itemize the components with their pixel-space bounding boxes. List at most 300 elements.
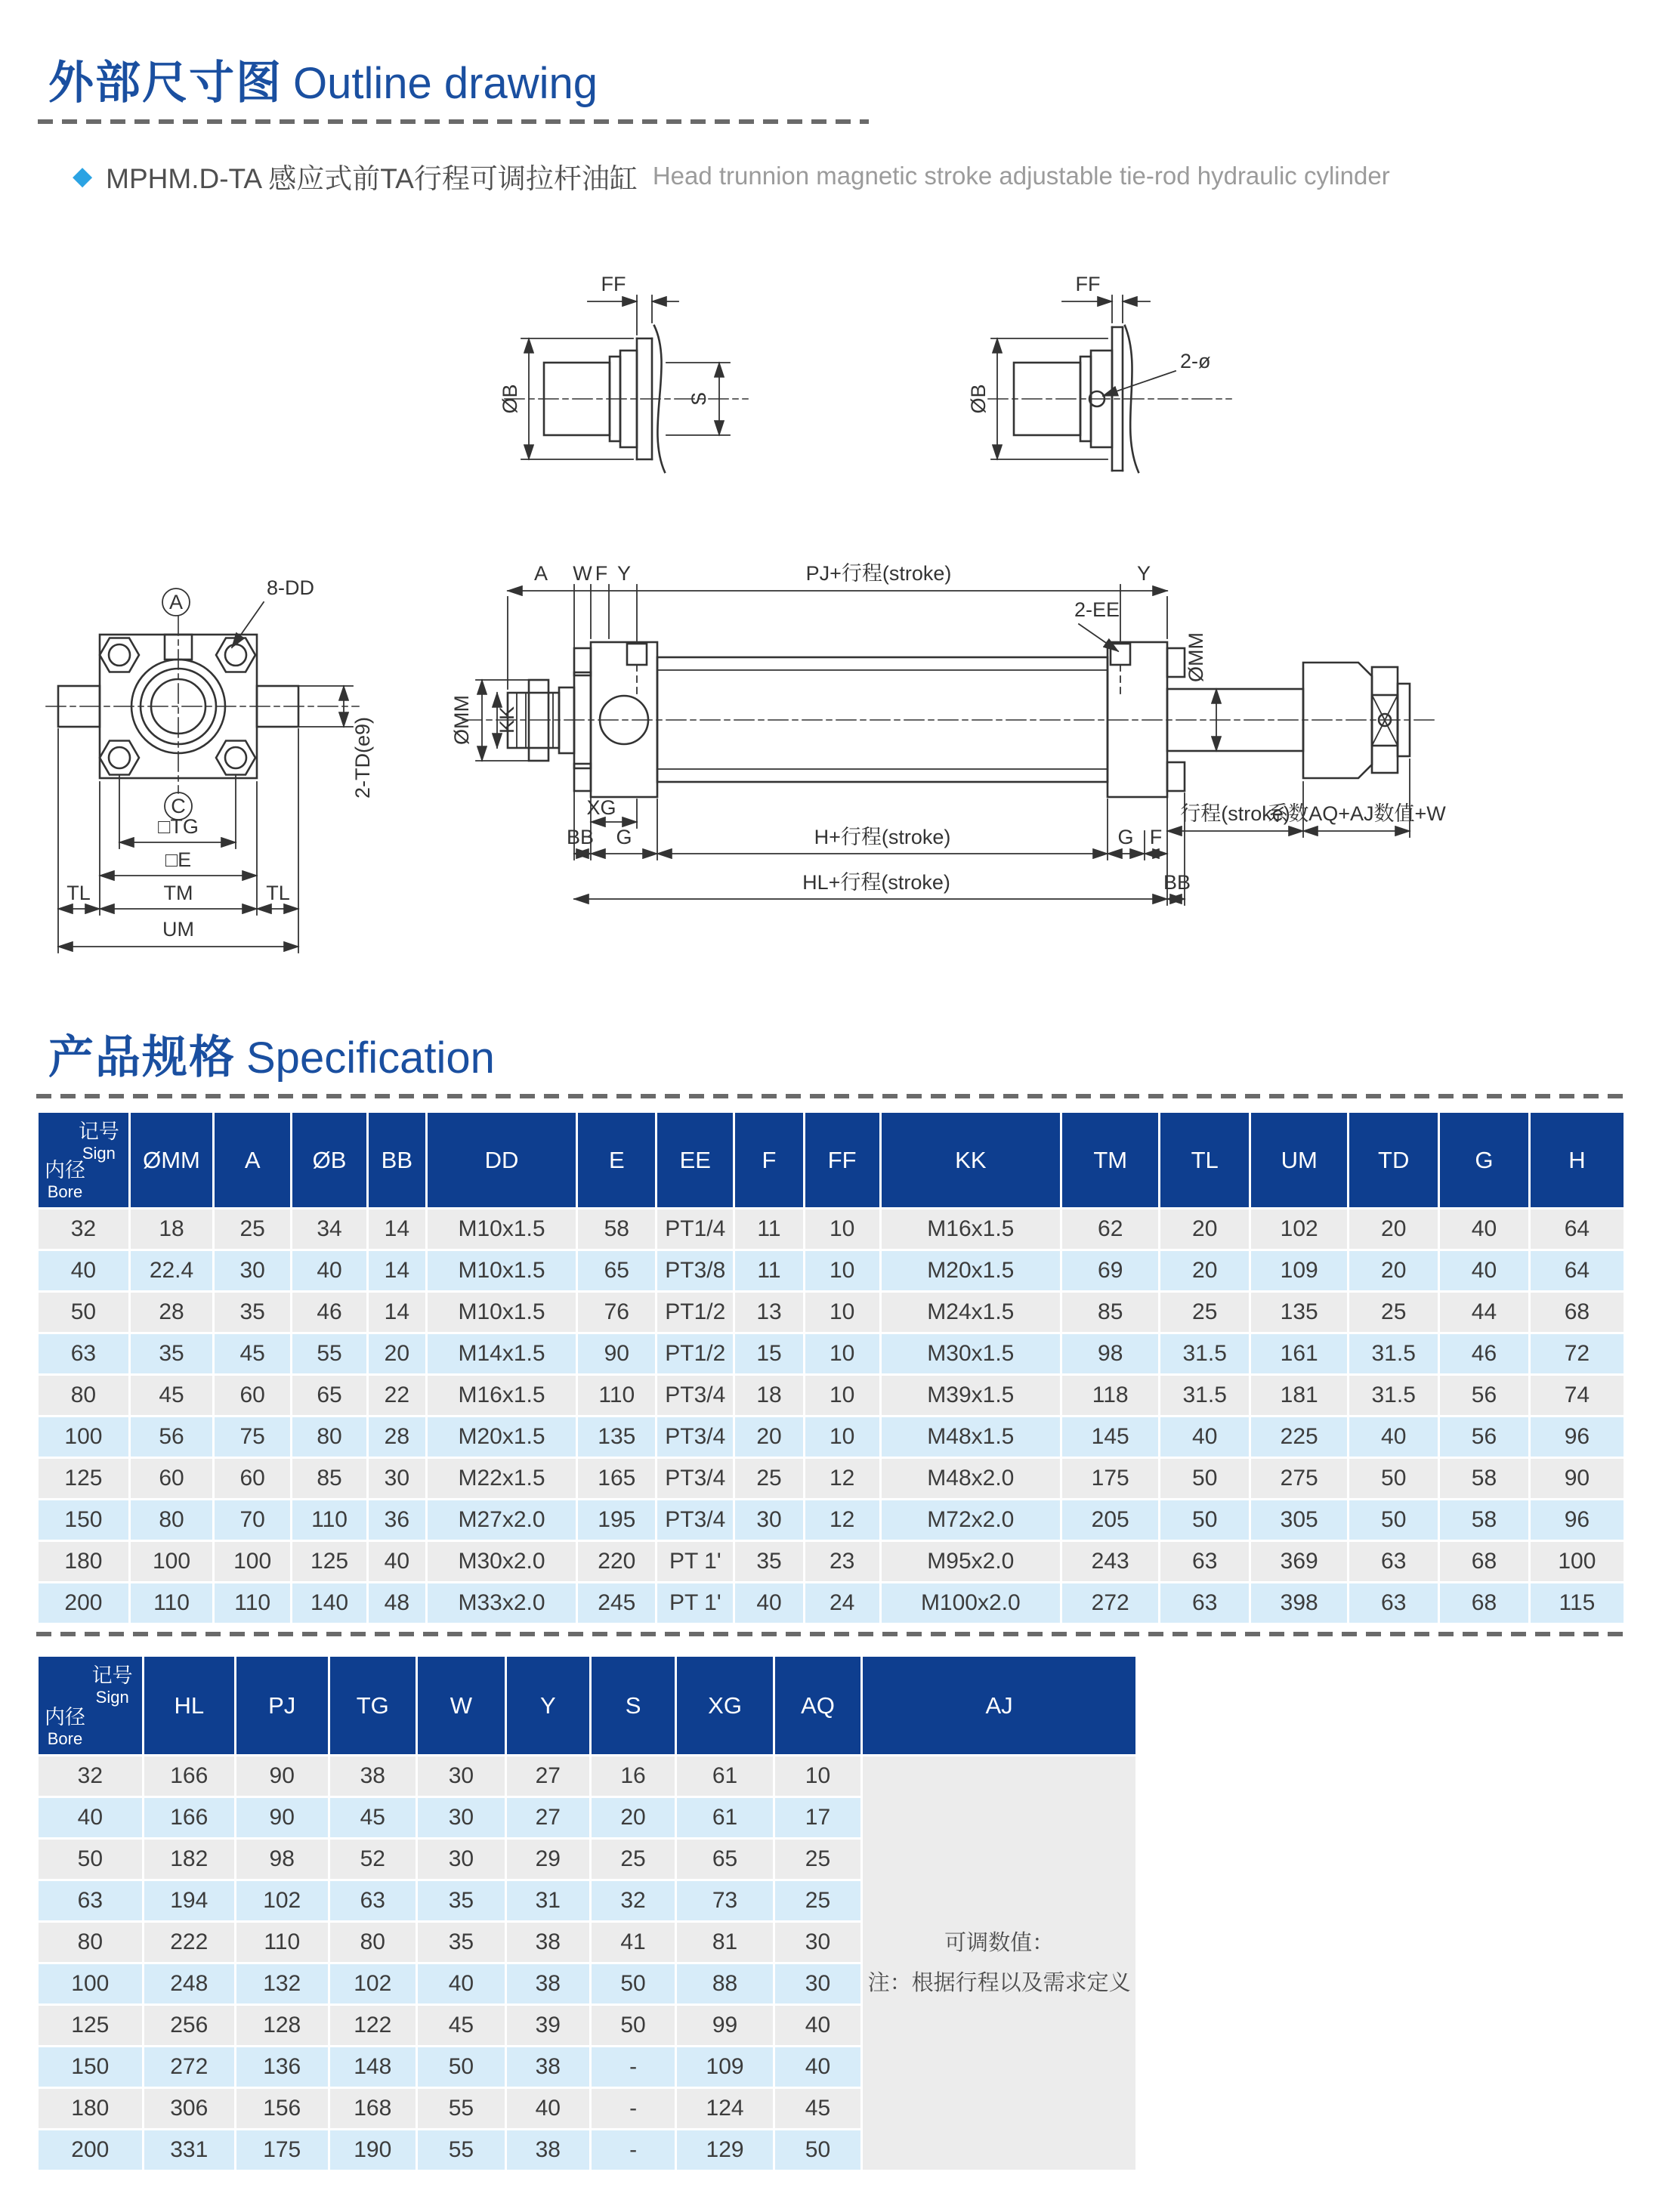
value-cell: M48x1.5 [880, 1416, 1061, 1458]
value-cell: 96 [1529, 1416, 1624, 1458]
value-cell: 80 [292, 1416, 368, 1458]
svg-text:F: F [595, 562, 608, 585]
value-cell: 125 [292, 1541, 368, 1583]
value-cell: 20 [1160, 1209, 1250, 1250]
value-cell: 136 [235, 2047, 329, 2088]
value-cell: 245 [577, 1583, 657, 1624]
header-row [38, 1112, 1625, 1209]
svg-text:PJ+行程(stroke): PJ+行程(stroke) [805, 562, 952, 585]
diamond-bullet-icon: ◆ [73, 162, 93, 190]
value-cell: 175 [1061, 1458, 1160, 1500]
value-cell: 50 [1160, 1500, 1250, 1541]
table-row [38, 1458, 1625, 1500]
table-row [38, 1541, 1625, 1583]
value-cell: 40 [1439, 1209, 1530, 1250]
value-cell: 50 [774, 2130, 861, 2171]
value-cell: 11 [734, 1250, 804, 1292]
corner-sign-label: 记号 Sign [78, 1120, 119, 1163]
value-cell: M20x1.5 [880, 1250, 1061, 1292]
value-cell: 31.5 [1349, 1333, 1439, 1375]
value-cell: 17 [774, 1797, 861, 1839]
value-cell: 34 [292, 1209, 368, 1250]
value-cell: 35 [214, 1292, 292, 1333]
value-cell: 58 [577, 1209, 657, 1250]
svg-text:BB: BB [566, 826, 595, 848]
value-cell: 38 [505, 2047, 590, 2088]
value-cell: 10 [804, 1250, 880, 1292]
value-cell: M10x1.5 [426, 1209, 577, 1250]
value-cell: 50 [1349, 1500, 1439, 1541]
svg-text:TM: TM [163, 882, 193, 904]
corner-cell [38, 1656, 144, 1756]
value-cell: 156 [235, 2088, 329, 2130]
value-cell: 64 [1529, 1250, 1624, 1292]
value-cell: M10x1.5 [426, 1250, 577, 1292]
bore-cell: 32 [38, 1756, 144, 1797]
svg-text:2-ø: 2-ø [1180, 350, 1211, 372]
value-cell: 175 [235, 2130, 329, 2171]
value-cell: 132 [235, 1963, 329, 2005]
value-cell: - [590, 2130, 675, 2171]
svg-text:Y: Y [616, 562, 632, 585]
value-cell: PT3/4 [657, 1375, 734, 1416]
value-cell: 29 [505, 1839, 590, 1880]
value-cell: 129 [676, 2130, 774, 2171]
value-cell: 65 [676, 1839, 774, 1880]
value-cell: 68 [1439, 1541, 1530, 1583]
value-cell: 11 [734, 1209, 804, 1250]
value-cell: 102 [235, 1880, 329, 1922]
value-cell: 38 [505, 1963, 590, 2005]
value-cell: 61 [676, 1756, 774, 1797]
page-title [48, 47, 598, 112]
column-header: ØB [292, 1112, 368, 1209]
svg-text:W: W [573, 562, 592, 585]
value-cell: 90 [577, 1333, 657, 1375]
value-cell: M16x1.5 [426, 1375, 577, 1416]
value-cell: 45 [774, 2088, 861, 2130]
svg-text:S: S [687, 391, 710, 406]
value-cell: 68 [1529, 1292, 1624, 1333]
column-header: TL [1160, 1112, 1250, 1209]
value-cell: 38 [505, 2130, 590, 2171]
product-model-zh: MPHM.D-TA 感应式前TA行程可调拉杆油缸 [106, 163, 638, 194]
value-cell: 56 [129, 1416, 213, 1458]
bore-cell: 50 [38, 1292, 130, 1333]
value-cell: 38 [505, 1922, 590, 1963]
svg-text:□TG: □TG [158, 815, 199, 838]
value-cell: 40 [774, 2005, 861, 2047]
value-cell: 63 [1160, 1541, 1250, 1583]
detail-view-right [967, 261, 1360, 521]
value-cell: 166 [143, 1756, 235, 1797]
value-cell: 40 [1439, 1250, 1530, 1292]
bore-cell: 180 [38, 2088, 144, 2130]
column-header: HL [143, 1656, 235, 1756]
value-cell: 74 [1529, 1375, 1624, 1416]
column-header: H [1529, 1112, 1624, 1209]
value-cell: 14 [367, 1209, 426, 1250]
value-cell: 80 [129, 1500, 213, 1541]
value-cell: 161 [1250, 1333, 1349, 1375]
value-cell: 30 [774, 1963, 861, 2005]
value-cell: 55 [292, 1333, 368, 1375]
value-cell: 25 [1160, 1292, 1250, 1333]
value-cell: 18 [129, 1209, 213, 1250]
value-cell: 135 [1250, 1292, 1349, 1333]
table-row [38, 1583, 1625, 1624]
corner-bore-label: 内径 Bore [45, 1705, 85, 1748]
bore-cell: 150 [38, 2047, 144, 2088]
bore-cell: 100 [38, 1963, 144, 2005]
svg-text:TL: TL [266, 882, 290, 904]
svg-text:ØB: ØB [967, 384, 990, 414]
value-cell: M72x2.0 [880, 1500, 1061, 1541]
value-cell: 73 [676, 1880, 774, 1922]
value-cell: 63 [1349, 1583, 1439, 1624]
svg-text:ØB: ØB [499, 384, 521, 414]
column-header: F [734, 1112, 804, 1209]
bore-cell: 200 [38, 2130, 144, 2171]
value-cell: 25 [774, 1880, 861, 1922]
value-cell: 110 [292, 1500, 368, 1541]
value-cell: PT 1' [657, 1583, 734, 1624]
value-cell: 50 [590, 1963, 675, 2005]
value-cell: PT1/2 [657, 1292, 734, 1333]
svg-text:A: A [533, 562, 548, 585]
bore-cell: 125 [38, 2005, 144, 2047]
value-cell: 30 [774, 1922, 861, 1963]
value-cell: PT3/4 [657, 1416, 734, 1458]
value-cell: 109 [1250, 1250, 1349, 1292]
value-cell: 25 [1349, 1292, 1439, 1333]
value-cell: 306 [143, 2088, 235, 2130]
value-cell: 35 [129, 1333, 213, 1375]
value-cell: 45 [416, 2005, 505, 2047]
value-cell: 22.4 [129, 1250, 213, 1292]
value-cell: 331 [143, 2130, 235, 2171]
column-header: EE [657, 1112, 734, 1209]
value-cell: - [590, 2088, 675, 2130]
value-cell: 31 [505, 1880, 590, 1922]
value-cell: M95x2.0 [880, 1541, 1061, 1583]
value-cell: 14 [367, 1292, 426, 1333]
value-cell: 100 [214, 1541, 292, 1583]
specification-title-zh: 产品规格 [48, 1032, 236, 1083]
value-cell: 40 [505, 2088, 590, 2130]
value-cell: 25 [214, 1209, 292, 1250]
value-cell: - [590, 2047, 675, 2088]
value-cell: 110 [577, 1375, 657, 1416]
value-cell: 16 [590, 1756, 675, 1797]
value-cell: PT 1' [657, 1541, 734, 1583]
value-cell: 23 [804, 1541, 880, 1583]
value-cell: 225 [1250, 1416, 1349, 1458]
value-cell: 40 [1160, 1416, 1250, 1458]
value-cell: 369 [1250, 1541, 1349, 1583]
value-cell: PT3/8 [657, 1250, 734, 1292]
value-cell: 30 [416, 1839, 505, 1880]
value-cell: 20 [1160, 1250, 1250, 1292]
value-cell: 36 [367, 1500, 426, 1541]
value-cell: 62 [1061, 1209, 1160, 1250]
value-cell: 128 [235, 2005, 329, 2047]
value-cell: M10x1.5 [426, 1292, 577, 1333]
value-cell: M14x1.5 [426, 1333, 577, 1375]
value-cell: 100 [1529, 1541, 1624, 1583]
value-cell: 80 [329, 1922, 416, 1963]
value-cell: 40 [416, 1963, 505, 2005]
table-row [38, 1756, 1137, 1797]
value-cell: 99 [676, 2005, 774, 2047]
value-cell: 88 [676, 1963, 774, 2005]
value-cell: 305 [1250, 1500, 1349, 1541]
svg-text:HL+行程(stroke): HL+行程(stroke) [802, 871, 950, 894]
svg-text:G: G [616, 826, 632, 848]
value-cell: 40 [774, 2047, 861, 2088]
value-cell: M33x2.0 [426, 1583, 577, 1624]
corner-bore-label: 内径 Bore [45, 1158, 85, 1201]
column-header: TG [329, 1656, 416, 1756]
value-cell: 20 [1349, 1250, 1439, 1292]
value-cell: 190 [329, 2130, 416, 2171]
column-header: TD [1349, 1112, 1439, 1209]
value-cell: 205 [1061, 1500, 1160, 1541]
specification-title-en: Specification [246, 1033, 495, 1083]
value-cell: 10 [774, 1756, 861, 1797]
svg-text:ØMM: ØMM [450, 695, 473, 745]
value-cell: 166 [143, 1797, 235, 1839]
title-dashed-divider [38, 119, 869, 124]
value-cell: 25 [774, 1839, 861, 1880]
value-cell: 58 [1439, 1458, 1530, 1500]
value-cell: 45 [129, 1375, 213, 1416]
value-cell: 122 [329, 2005, 416, 2047]
value-cell: 20 [1349, 1209, 1439, 1250]
value-cell: M16x1.5 [880, 1209, 1061, 1250]
svg-text:Y: Y [1136, 562, 1151, 585]
value-cell: 55 [416, 2130, 505, 2171]
value-cell: 18 [734, 1375, 804, 1416]
value-cell: 13 [734, 1292, 804, 1333]
value-cell: 28 [367, 1416, 426, 1458]
bore-cell: 150 [38, 1500, 130, 1541]
svg-text:系数AQ+AJ数值+W: 系数AQ+AJ数值+W [1268, 802, 1446, 825]
column-header: AJ [862, 1656, 1137, 1756]
value-cell: 10 [804, 1416, 880, 1458]
bore-cell: 40 [38, 1250, 130, 1292]
svg-text:8-DD: 8-DD [267, 576, 315, 599]
value-cell: 60 [214, 1458, 292, 1500]
value-cell: 41 [590, 1922, 675, 1963]
table-dashed-divider [36, 1632, 1626, 1636]
value-cell: 40 [734, 1583, 804, 1624]
value-cell: M20x1.5 [426, 1416, 577, 1458]
value-cell: 52 [329, 1839, 416, 1880]
value-cell: 35 [416, 1880, 505, 1922]
value-cell: 148 [329, 2047, 416, 2088]
value-cell: 50 [1160, 1458, 1250, 1500]
column-header: FF [804, 1112, 880, 1209]
svg-text:FF: FF [601, 273, 626, 295]
svg-text:FF: FF [1075, 273, 1101, 295]
value-cell: 50 [1349, 1458, 1439, 1500]
value-cell: 110 [235, 1922, 329, 1963]
column-header: DD [426, 1112, 577, 1209]
column-header: G [1439, 1112, 1530, 1209]
value-cell: 76 [577, 1292, 657, 1333]
svg-text:2-EE: 2-EE [1074, 598, 1120, 621]
value-cell: 27 [505, 1797, 590, 1839]
value-cell: 72 [1529, 1333, 1624, 1375]
value-cell: 222 [143, 1922, 235, 1963]
value-cell: 31.5 [1160, 1333, 1250, 1375]
bore-cell: 32 [38, 1209, 130, 1250]
svg-text:UM: UM [162, 918, 194, 941]
table-row [38, 1250, 1625, 1292]
value-cell: 60 [214, 1375, 292, 1416]
value-cell: 90 [235, 1756, 329, 1797]
value-cell: 24 [804, 1583, 880, 1624]
specification-title [48, 1021, 495, 1086]
column-header: S [590, 1656, 675, 1756]
value-cell: 58 [1439, 1500, 1530, 1541]
value-cell: 32 [590, 1880, 675, 1922]
svg-text:□E: □E [165, 848, 192, 871]
value-cell: 75 [214, 1416, 292, 1458]
value-cell: PT3/4 [657, 1458, 734, 1500]
svg-text:TL: TL [66, 882, 91, 904]
value-cell: 115 [1529, 1583, 1624, 1624]
bore-cell: 100 [38, 1416, 130, 1458]
bore-cell: 200 [38, 1583, 130, 1624]
value-cell: 398 [1250, 1583, 1349, 1624]
svg-text:F: F [1149, 826, 1163, 848]
page-title-zh: 外部尺寸图 [48, 57, 283, 108]
value-cell: 272 [143, 2047, 235, 2088]
product-line [73, 156, 1390, 196]
value-cell: M30x1.5 [880, 1333, 1061, 1375]
value-cell: 248 [143, 1963, 235, 2005]
table-row [38, 1375, 1625, 1416]
svg-text:BB: BB [1163, 871, 1191, 894]
bore-cell: 50 [38, 1839, 144, 1880]
value-cell: 10 [804, 1375, 880, 1416]
value-cell: 61 [676, 1797, 774, 1839]
column-header: A [214, 1112, 292, 1209]
value-cell: 56 [1439, 1375, 1530, 1416]
column-header: TM [1061, 1112, 1160, 1209]
value-cell: 124 [676, 2088, 774, 2130]
value-cell: 20 [734, 1416, 804, 1458]
end-view [42, 563, 419, 1001]
value-cell: 25 [590, 1839, 675, 1880]
column-header: PJ [235, 1656, 329, 1756]
value-cell: 40 [367, 1541, 426, 1583]
value-cell: 14 [367, 1250, 426, 1292]
column-header: W [416, 1656, 505, 1756]
column-header: UM [1250, 1112, 1349, 1209]
value-cell: 55 [416, 2088, 505, 2130]
value-cell: 63 [1349, 1541, 1439, 1583]
value-cell: 35 [416, 1922, 505, 1963]
value-cell: 65 [577, 1250, 657, 1292]
value-cell: 40 [292, 1250, 368, 1292]
value-cell: 70 [214, 1500, 292, 1541]
value-cell: 44 [1439, 1292, 1530, 1333]
value-cell: 220 [577, 1541, 657, 1583]
value-cell: 65 [292, 1375, 368, 1416]
value-cell: M27x2.0 [426, 1500, 577, 1541]
value-cell: 195 [577, 1500, 657, 1541]
svg-text:A: A [168, 591, 184, 613]
value-cell: 30 [367, 1458, 426, 1500]
value-cell: 100 [129, 1541, 213, 1583]
value-cell: 68 [1439, 1583, 1530, 1624]
value-cell: 110 [129, 1583, 213, 1624]
bore-cell: 63 [38, 1333, 130, 1375]
value-cell: 243 [1061, 1541, 1160, 1583]
value-cell: 109 [676, 2047, 774, 2088]
column-header: E [577, 1112, 657, 1209]
specification-dashed-divider [36, 1094, 1626, 1098]
value-cell: 28 [129, 1292, 213, 1333]
table-row [38, 1416, 1625, 1458]
svg-text:ØMM: ØMM [1185, 632, 1207, 682]
value-cell: 10 [804, 1209, 880, 1250]
bore-cell: 80 [38, 1375, 130, 1416]
table-row [38, 1209, 1625, 1250]
value-cell: 102 [329, 1963, 416, 2005]
detail-view-left [499, 261, 861, 521]
value-cell: 256 [143, 2005, 235, 2047]
value-cell: 15 [734, 1333, 804, 1375]
svg-text:H+行程(stroke): H+行程(stroke) [814, 826, 951, 848]
column-header: AQ [774, 1656, 861, 1756]
value-cell: 168 [329, 2088, 416, 2130]
value-cell: 69 [1061, 1250, 1160, 1292]
value-cell: 27 [505, 1756, 590, 1797]
column-header: KK [880, 1112, 1061, 1209]
value-cell: 12 [804, 1500, 880, 1541]
spec-table-adjust [36, 1654, 1138, 2172]
value-cell: 140 [292, 1583, 368, 1624]
svg-text:2-TD(e9): 2-TD(e9) [351, 716, 374, 799]
bore-cell: 40 [38, 1797, 144, 1839]
value-cell: M48x2.0 [880, 1458, 1061, 1500]
value-cell: 30 [214, 1250, 292, 1292]
value-cell: 85 [292, 1458, 368, 1500]
product-desc-en: Head trunnion magnetic stroke adjustable tie-rod hydraulic cylinder [652, 162, 1390, 190]
value-cell: 12 [804, 1458, 880, 1500]
value-cell: 40 [1349, 1416, 1439, 1458]
value-cell: 20 [367, 1333, 426, 1375]
value-cell: 272 [1061, 1583, 1160, 1624]
main-side-view [450, 559, 1451, 1009]
value-cell: M39x1.5 [880, 1375, 1061, 1416]
svg-text:XG: XG [586, 796, 616, 819]
value-cell: PT1/4 [657, 1209, 734, 1250]
value-cell: 31.5 [1349, 1375, 1439, 1416]
header-row [38, 1656, 1137, 1756]
value-cell: 45 [329, 1797, 416, 1839]
value-cell: 85 [1061, 1292, 1160, 1333]
value-cell: 35 [734, 1541, 804, 1583]
value-cell: 98 [235, 1839, 329, 1880]
bore-cell: 125 [38, 1458, 130, 1500]
value-cell: 31.5 [1160, 1375, 1250, 1416]
column-header: XG [676, 1656, 774, 1756]
